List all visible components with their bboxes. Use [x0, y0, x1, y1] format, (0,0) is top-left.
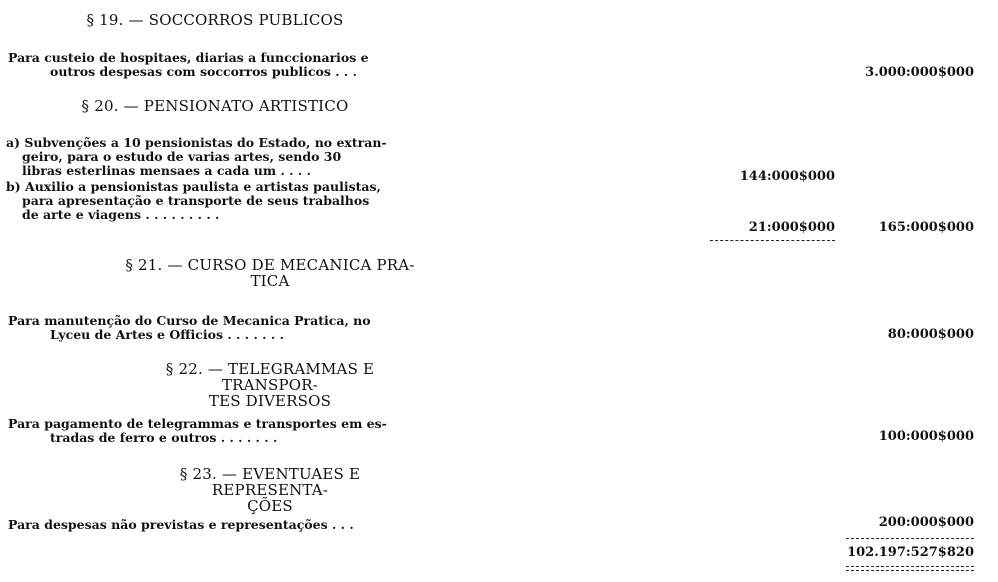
item-line: a) Subvenções a 10 pensionistas do Estado, no extran- — [6, 135, 387, 150]
total-amount-20: 165:000$000 — [878, 220, 974, 235]
total-rule-bottom-double — [846, 570, 974, 571]
section-heading-23: § 23. — EVENTUAES E REPRESENTA- ÇÕES — [179, 465, 361, 515]
item-line: outros despesas com soccorros publicos . . . — [50, 64, 357, 79]
item-line: Para custeio de hospitaes, diarias a funccionarios e — [8, 50, 369, 65]
item-20a — [6, 136, 421, 178]
item-21 — [8, 314, 423, 342]
item-line: Para pagamento de telegrammas e transportes em es- — [8, 416, 387, 431]
item-20b — [6, 180, 421, 222]
item-22 — [8, 417, 423, 445]
total-amount-22: 100:000$000 — [878, 429, 974, 444]
item-line: para apresentação e transporte de seus trabalhos — [22, 193, 370, 208]
item-23 — [8, 518, 423, 532]
item-line: Lyceu de Artes e Officios . . . . . . . — [50, 327, 284, 342]
item-line: geiro, para o estudo de varias artes, sendo 30 — [22, 149, 342, 164]
partial-amount-20a: 144:000$000 — [739, 169, 835, 184]
subtotal-rule — [710, 240, 835, 241]
total-amount-21: 80:000$000 — [887, 327, 974, 342]
item-line: tradas de ferro e outros . . . . . . . — [50, 430, 278, 445]
partial-amount-20b: 21:000$000 — [748, 220, 835, 235]
section-heading-19: § 19. — SOCCORROS PUBLICOS — [86, 11, 344, 29]
grand-total: 102.197:527$820 — [847, 545, 974, 560]
total-amount-19: 3.000:000$000 — [865, 65, 974, 80]
item-line: libras esterlinas mensaes a cada um . . . . — [22, 163, 311, 178]
section-heading-20: § 20. — PENSIONATO ARTISTICO — [81, 97, 349, 115]
item-line: de arte e viagens . . . . . . . . . — [22, 207, 220, 222]
total-amount-23: 200:000$000 — [878, 515, 974, 530]
total-rule-top — [846, 538, 974, 539]
total-rule-bottom — [846, 566, 974, 567]
item-line: Para despesas não previstas e representações . . . — [8, 517, 354, 532]
item-19 — [8, 51, 423, 79]
section-heading-22: § 22. — TELEGRAMMAS E TRANSPOR- TES DIVERSOS — [165, 360, 375, 410]
item-line: Para manutenção do Curso de Mecanica Pratica, no — [8, 313, 371, 328]
section-heading-21: § 21. — CURSO DE MECANICA PRA- TICA — [125, 256, 415, 290]
item-line: b) Auxilio a pensionistas paulista e artistas paulistas, — [6, 179, 381, 194]
